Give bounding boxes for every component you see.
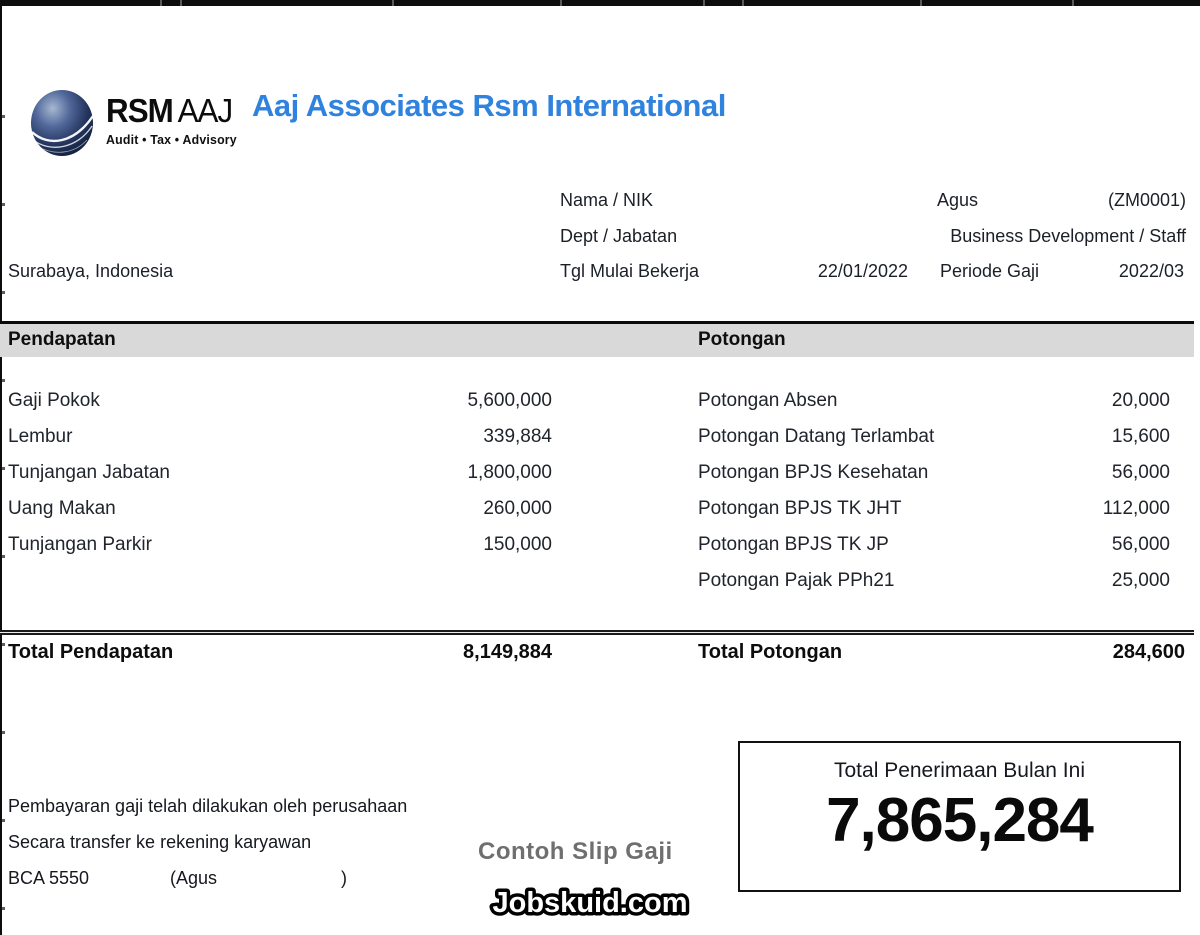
line-item-row bbox=[0, 462, 1200, 498]
earning-label: Tunjangan Jabatan bbox=[8, 462, 170, 483]
logo-brand bbox=[106, 92, 237, 129]
deduction-label: Potongan BPJS Kesehatan bbox=[698, 462, 929, 483]
dept-jabatan-label: Dept / Jabatan bbox=[560, 226, 678, 246]
line-item-row bbox=[0, 426, 1200, 462]
line-item-row bbox=[0, 390, 1200, 426]
totals-divider-rule bbox=[0, 630, 1194, 635]
logo-tagline: Audit • Tax • Advisory bbox=[106, 132, 237, 147]
deduction-label: Potongan Datang Terlambat bbox=[698, 426, 935, 447]
site-watermark-text: Jobskuid.com bbox=[492, 887, 688, 919]
document-title: Aaj Associates Rsm International bbox=[252, 88, 726, 123]
line-item-row bbox=[0, 534, 1200, 570]
deduction-value: 112,000 bbox=[1102, 498, 1170, 519]
deduction-value: 15,600 bbox=[1111, 426, 1170, 447]
account-holder-open: (Agus bbox=[170, 868, 218, 888]
pay-period-label: Periode Gaji bbox=[940, 261, 1040, 281]
company-location: Surabaya, Indonesia bbox=[8, 261, 174, 281]
deduction-value: 20,000 bbox=[1111, 390, 1170, 411]
total-earnings-value: 8,149,884 bbox=[463, 641, 552, 663]
sample-watermark: Contoh Slip Gaji bbox=[478, 838, 673, 865]
deduction-value: 25,000 bbox=[1111, 570, 1170, 591]
payment-note-line1: Pembayaran gaji telah dilakukan oleh perusahaan bbox=[8, 796, 408, 816]
earning-value: 150,000 bbox=[483, 534, 552, 555]
earning-value: 339,884 bbox=[483, 426, 552, 447]
earning-value: 1,800,000 bbox=[467, 462, 552, 483]
earning-label: Uang Makan bbox=[8, 498, 116, 519]
start-date-value: 22/01/2022 bbox=[817, 261, 908, 281]
deductions-section-header: Potongan bbox=[698, 329, 786, 350]
site-watermark bbox=[468, 880, 712, 924]
account-holder-close: ) bbox=[341, 868, 347, 888]
total-deductions-label: Total Potongan bbox=[698, 641, 843, 663]
spreadsheet-top-edge bbox=[0, 0, 1200, 6]
earning-label: Gaji Pokok bbox=[8, 390, 100, 411]
earnings-section-header: Pendapatan bbox=[8, 329, 116, 350]
deduction-value: 56,000 bbox=[1111, 462, 1170, 483]
totals-row bbox=[0, 641, 1200, 671]
logo-brand-aaj: AAJ bbox=[177, 92, 233, 129]
deduction-label: Potongan Absen bbox=[698, 390, 838, 411]
earning-value: 5,600,000 bbox=[467, 390, 552, 411]
bank-account: BCA 5550 bbox=[8, 868, 90, 888]
deduction-label: Potongan BPJS TK JHT bbox=[698, 498, 902, 519]
pay-period-value: 2022/03 bbox=[1118, 261, 1184, 281]
name-value: Agus bbox=[937, 190, 979, 210]
line-item-row bbox=[0, 570, 1200, 606]
logo-text bbox=[106, 88, 237, 147]
section-header-bar bbox=[0, 321, 1194, 357]
net-pay-amount: 7,865,284 bbox=[826, 786, 1093, 855]
net-pay-box bbox=[738, 741, 1181, 892]
total-earnings-label: Total Pendapatan bbox=[8, 641, 174, 663]
nik-value: (ZM0001) bbox=[1107, 190, 1186, 210]
deduction-value: 56,000 bbox=[1111, 534, 1170, 555]
start-date-label: Tgl Mulai Bekerja bbox=[560, 261, 700, 281]
deduction-label: Potongan BPJS TK JP bbox=[698, 534, 889, 555]
payment-note-line2: Secara transfer ke rekening karyawan bbox=[8, 832, 312, 852]
earning-label: Lembur bbox=[8, 426, 73, 447]
earning-value: 260,000 bbox=[483, 498, 552, 519]
logo-brand-rsm: RSM bbox=[106, 92, 173, 129]
rsm-globe-icon bbox=[30, 88, 94, 158]
company-logo bbox=[30, 88, 244, 158]
name-nik-label: Nama / NIK bbox=[560, 190, 654, 210]
earning-label: Tunjangan Parkir bbox=[8, 534, 152, 555]
total-deductions-value: 284,600 bbox=[1112, 641, 1185, 663]
deduction-label: Potongan Pajak PPh21 bbox=[698, 570, 895, 591]
line-item-row bbox=[0, 498, 1200, 534]
net-pay-title: Total Penerimaan Bulan Ini bbox=[834, 759, 1085, 782]
dept-jabatan-value: Business Development / Staff bbox=[950, 226, 1186, 246]
